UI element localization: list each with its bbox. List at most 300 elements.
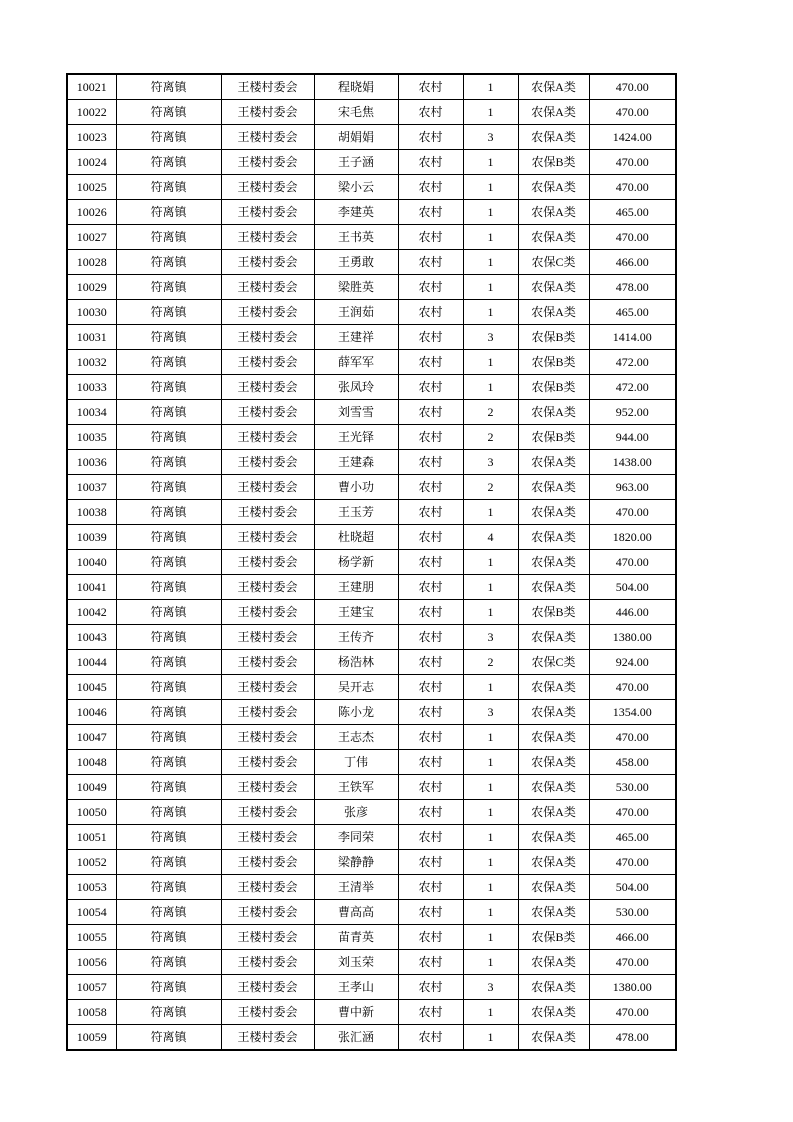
village-committee-cell: 王楼村委会 <box>221 525 314 550</box>
amount-cell: 963.00 <box>589 475 676 500</box>
residence-type-cell: 农村 <box>398 100 463 125</box>
residence-type-cell: 农村 <box>398 850 463 875</box>
village-committee-cell: 王楼村委会 <box>221 175 314 200</box>
person-count-cell: 1 <box>463 750 518 775</box>
insurance-category-cell: 农保A类 <box>518 74 589 100</box>
person-count-cell: 1 <box>463 675 518 700</box>
insurance-category-cell: 农保A类 <box>518 450 589 475</box>
table-row <box>67 725 676 750</box>
amount-cell: 458.00 <box>589 750 676 775</box>
residence-type-cell: 农村 <box>398 700 463 725</box>
amount-cell: 470.00 <box>589 225 676 250</box>
record-id-cell: 10044 <box>67 650 116 675</box>
village-committee-cell: 王楼村委会 <box>221 925 314 950</box>
table-row <box>67 350 676 375</box>
residence-type-cell: 农村 <box>398 875 463 900</box>
person-name-cell: 薛军军 <box>314 350 398 375</box>
residence-type-cell: 农村 <box>398 1000 463 1025</box>
amount-cell: 478.00 <box>589 1025 676 1051</box>
town-cell: 符离镇 <box>116 300 221 325</box>
person-count-cell: 1 <box>463 200 518 225</box>
amount-cell: 924.00 <box>589 650 676 675</box>
person-count-cell: 3 <box>463 700 518 725</box>
record-id-cell: 10035 <box>67 425 116 450</box>
record-id-cell: 10031 <box>67 325 116 350</box>
amount-cell: 466.00 <box>589 925 676 950</box>
person-count-cell: 1 <box>463 225 518 250</box>
residence-type-cell: 农村 <box>398 800 463 825</box>
person-count-cell: 1 <box>463 775 518 800</box>
record-id-cell: 10036 <box>67 450 116 475</box>
record-id-cell: 10054 <box>67 900 116 925</box>
insurance-category-cell: 农保B类 <box>518 350 589 375</box>
residence-type-cell: 农村 <box>398 225 463 250</box>
residence-type-cell: 农村 <box>398 325 463 350</box>
residence-type-cell: 农村 <box>398 950 463 975</box>
village-committee-cell: 王楼村委会 <box>221 500 314 525</box>
person-count-cell: 1 <box>463 550 518 575</box>
record-id-cell: 10028 <box>67 250 116 275</box>
town-cell: 符离镇 <box>116 500 221 525</box>
person-name-cell: 王光铎 <box>314 425 398 450</box>
person-count-cell: 1 <box>463 350 518 375</box>
residence-type-cell: 农村 <box>398 975 463 1000</box>
person-count-cell: 1 <box>463 875 518 900</box>
table-row <box>67 700 676 725</box>
residence-type-cell: 农村 <box>398 650 463 675</box>
table-row <box>67 125 676 150</box>
insurance-category-cell: 农保A类 <box>518 775 589 800</box>
village-committee-cell: 王楼村委会 <box>221 850 314 875</box>
table-row <box>67 975 676 1000</box>
insurance-category-cell: 农保A类 <box>518 975 589 1000</box>
table-row <box>67 225 676 250</box>
person-name-cell: 梁静静 <box>314 850 398 875</box>
village-committee-cell: 王楼村委会 <box>221 900 314 925</box>
person-count-cell: 1 <box>463 1000 518 1025</box>
amount-cell: 470.00 <box>589 74 676 100</box>
insurance-category-cell: 农保A类 <box>518 300 589 325</box>
table-row <box>67 150 676 175</box>
village-committee-cell: 王楼村委会 <box>221 1000 314 1025</box>
person-name-cell: 梁小云 <box>314 175 398 200</box>
village-committee-cell: 王楼村委会 <box>221 300 314 325</box>
village-committee-cell: 王楼村委会 <box>221 150 314 175</box>
insurance-category-cell: 农保A类 <box>518 100 589 125</box>
town-cell: 符离镇 <box>116 850 221 875</box>
record-id-cell: 10022 <box>67 100 116 125</box>
insurance-category-cell: 农保A类 <box>518 725 589 750</box>
town-cell: 符离镇 <box>116 375 221 400</box>
amount-cell: 472.00 <box>589 375 676 400</box>
insurance-category-cell: 农保B类 <box>518 325 589 350</box>
town-cell: 符离镇 <box>116 925 221 950</box>
record-id-cell: 10056 <box>67 950 116 975</box>
person-name-cell: 李建英 <box>314 200 398 225</box>
insurance-category-cell: 农保B类 <box>518 600 589 625</box>
insurance-category-cell: 农保A类 <box>518 1000 589 1025</box>
amount-cell: 504.00 <box>589 875 676 900</box>
person-count-cell: 1 <box>463 900 518 925</box>
table-row <box>67 625 676 650</box>
amount-cell: 470.00 <box>589 150 676 175</box>
amount-cell: 446.00 <box>589 600 676 625</box>
person-count-cell: 1 <box>463 375 518 400</box>
table-row <box>67 100 676 125</box>
record-id-cell: 10058 <box>67 1000 116 1025</box>
person-name-cell: 王志杰 <box>314 725 398 750</box>
amount-cell: 470.00 <box>589 175 676 200</box>
residence-type-cell: 农村 <box>398 250 463 275</box>
insurance-category-cell: 农保B类 <box>518 375 589 400</box>
person-name-cell: 王铁军 <box>314 775 398 800</box>
village-committee-cell: 王楼村委会 <box>221 550 314 575</box>
insurance-category-cell: 农保A类 <box>518 950 589 975</box>
record-id-cell: 10026 <box>67 200 116 225</box>
insurance-category-cell: 农保A类 <box>518 675 589 700</box>
table-row <box>67 175 676 200</box>
record-id-cell: 10049 <box>67 775 116 800</box>
person-name-cell: 曹高高 <box>314 900 398 925</box>
insurance-category-cell: 农保A类 <box>518 125 589 150</box>
table-row <box>67 74 676 100</box>
amount-cell: 470.00 <box>589 675 676 700</box>
town-cell: 符离镇 <box>116 200 221 225</box>
table-row <box>67 550 676 575</box>
table-row <box>67 850 676 875</box>
person-count-cell: 2 <box>463 425 518 450</box>
insurance-category-cell: 农保A类 <box>518 275 589 300</box>
residence-type-cell: 农村 <box>398 1025 463 1051</box>
residence-type-cell: 农村 <box>398 775 463 800</box>
table-row <box>67 775 676 800</box>
insurance-category-cell: 农保A类 <box>518 200 589 225</box>
town-cell: 符离镇 <box>116 525 221 550</box>
table-row <box>67 675 676 700</box>
town-cell: 符离镇 <box>116 100 221 125</box>
person-count-cell: 1 <box>463 925 518 950</box>
insurance-category-cell: 农保A类 <box>518 875 589 900</box>
residence-type-cell: 农村 <box>398 450 463 475</box>
residence-type-cell: 农村 <box>398 400 463 425</box>
residence-type-cell: 农村 <box>398 825 463 850</box>
residence-type-cell: 农村 <box>398 725 463 750</box>
amount-cell: 472.00 <box>589 350 676 375</box>
person-count-cell: 3 <box>463 625 518 650</box>
table-body <box>67 74 676 1050</box>
village-committee-cell: 王楼村委会 <box>221 450 314 475</box>
village-committee-cell: 王楼村委会 <box>221 250 314 275</box>
town-cell: 符离镇 <box>116 625 221 650</box>
village-committee-cell: 王楼村委会 <box>221 575 314 600</box>
person-name-cell: 曹中新 <box>314 1000 398 1025</box>
record-id-cell: 10042 <box>67 600 116 625</box>
village-committee-cell: 王楼村委会 <box>221 750 314 775</box>
amount-cell: 1380.00 <box>589 975 676 1000</box>
table-row <box>67 275 676 300</box>
record-id-cell: 10045 <box>67 675 116 700</box>
person-count-cell: 1 <box>463 950 518 975</box>
person-name-cell: 王勇敢 <box>314 250 398 275</box>
village-committee-cell: 王楼村委会 <box>221 600 314 625</box>
record-id-cell: 10040 <box>67 550 116 575</box>
town-cell: 符离镇 <box>116 74 221 100</box>
village-committee-cell: 王楼村委会 <box>221 650 314 675</box>
town-cell: 符离镇 <box>116 475 221 500</box>
record-id-cell: 10039 <box>67 525 116 550</box>
person-name-cell: 杨学新 <box>314 550 398 575</box>
residence-type-cell: 农村 <box>398 150 463 175</box>
person-count-cell: 1 <box>463 300 518 325</box>
insurance-category-cell: 农保A类 <box>518 175 589 200</box>
insurance-category-cell: 农保A类 <box>518 750 589 775</box>
residence-type-cell: 农村 <box>398 750 463 775</box>
village-committee-cell: 王楼村委会 <box>221 1025 314 1051</box>
person-count-cell: 1 <box>463 74 518 100</box>
village-committee-cell: 王楼村委会 <box>221 475 314 500</box>
insurance-category-cell: 农保A类 <box>518 900 589 925</box>
village-committee-cell: 王楼村委会 <box>221 225 314 250</box>
person-count-cell: 1 <box>463 500 518 525</box>
town-cell: 符离镇 <box>116 900 221 925</box>
person-count-cell: 1 <box>463 275 518 300</box>
insurance-category-cell: 农保C类 <box>518 650 589 675</box>
village-committee-cell: 王楼村委会 <box>221 775 314 800</box>
amount-cell: 530.00 <box>589 900 676 925</box>
town-cell: 符离镇 <box>116 1025 221 1051</box>
record-id-cell: 10032 <box>67 350 116 375</box>
residence-type-cell: 农村 <box>398 300 463 325</box>
residence-type-cell: 农村 <box>398 275 463 300</box>
person-name-cell: 王建祥 <box>314 325 398 350</box>
table-row <box>67 450 676 475</box>
town-cell: 符离镇 <box>116 875 221 900</box>
person-count-cell: 1 <box>463 175 518 200</box>
record-id-cell: 10051 <box>67 825 116 850</box>
residence-type-cell: 农村 <box>398 600 463 625</box>
table-row <box>67 900 676 925</box>
residence-type-cell: 农村 <box>398 525 463 550</box>
record-id-cell: 10043 <box>67 625 116 650</box>
amount-cell: 504.00 <box>589 575 676 600</box>
residence-type-cell: 农村 <box>398 125 463 150</box>
insurance-category-cell: 农保A类 <box>518 700 589 725</box>
person-count-cell: 4 <box>463 525 518 550</box>
table-row <box>67 925 676 950</box>
person-name-cell: 梁胜英 <box>314 275 398 300</box>
person-count-cell: 1 <box>463 850 518 875</box>
record-id-cell: 10050 <box>67 800 116 825</box>
person-name-cell: 张汇涵 <box>314 1025 398 1051</box>
residence-type-cell: 农村 <box>398 475 463 500</box>
record-id-cell: 10027 <box>67 225 116 250</box>
residence-type-cell: 农村 <box>398 350 463 375</box>
person-count-cell: 3 <box>463 975 518 1000</box>
person-name-cell: 王书英 <box>314 225 398 250</box>
insurance-category-cell: 农保A类 <box>518 1025 589 1051</box>
record-id-cell: 10030 <box>67 300 116 325</box>
table-row <box>67 1000 676 1025</box>
town-cell: 符离镇 <box>116 775 221 800</box>
amount-cell: 466.00 <box>589 250 676 275</box>
town-cell: 符离镇 <box>116 600 221 625</box>
town-cell: 符离镇 <box>116 750 221 775</box>
person-name-cell: 杜晓超 <box>314 525 398 550</box>
person-count-cell: 1 <box>463 600 518 625</box>
amount-cell: 470.00 <box>589 850 676 875</box>
table-row <box>67 475 676 500</box>
insurance-category-cell: 农保A类 <box>518 575 589 600</box>
town-cell: 符离镇 <box>116 125 221 150</box>
town-cell: 符离镇 <box>116 700 221 725</box>
person-name-cell: 王清举 <box>314 875 398 900</box>
person-name-cell: 吴开志 <box>314 675 398 700</box>
person-count-cell: 3 <box>463 450 518 475</box>
person-count-cell: 3 <box>463 325 518 350</box>
village-committee-cell: 王楼村委会 <box>221 950 314 975</box>
record-id-cell: 10023 <box>67 125 116 150</box>
person-name-cell: 杨浩林 <box>314 650 398 675</box>
record-id-cell: 10046 <box>67 700 116 725</box>
person-count-cell: 1 <box>463 825 518 850</box>
town-cell: 符离镇 <box>116 225 221 250</box>
person-name-cell: 王建朋 <box>314 575 398 600</box>
table-row <box>67 250 676 275</box>
residence-type-cell: 农村 <box>398 575 463 600</box>
record-id-cell: 10041 <box>67 575 116 600</box>
table-row <box>67 825 676 850</box>
person-name-cell: 王传齐 <box>314 625 398 650</box>
person-name-cell: 刘雪雪 <box>314 400 398 425</box>
amount-cell: 470.00 <box>589 1000 676 1025</box>
table-row <box>67 325 676 350</box>
village-committee-cell: 王楼村委会 <box>221 675 314 700</box>
person-count-cell: 1 <box>463 250 518 275</box>
table-row <box>67 600 676 625</box>
town-cell: 符离镇 <box>116 825 221 850</box>
village-committee-cell: 王楼村委会 <box>221 700 314 725</box>
insurance-category-cell: 农保A类 <box>518 225 589 250</box>
town-cell: 符离镇 <box>116 950 221 975</box>
amount-cell: 1414.00 <box>589 325 676 350</box>
insurance-category-cell: 农保A类 <box>518 525 589 550</box>
residence-type-cell: 农村 <box>398 200 463 225</box>
record-id-cell: 10024 <box>67 150 116 175</box>
person-name-cell: 曹小功 <box>314 475 398 500</box>
amount-cell: 465.00 <box>589 825 676 850</box>
table-row <box>67 200 676 225</box>
person-name-cell: 苗青英 <box>314 925 398 950</box>
village-committee-cell: 王楼村委会 <box>221 100 314 125</box>
record-id-cell: 10053 <box>67 875 116 900</box>
village-committee-cell: 王楼村委会 <box>221 200 314 225</box>
person-name-cell: 程晓娟 <box>314 74 398 100</box>
insurance-category-cell: 农保A类 <box>518 475 589 500</box>
table-row <box>67 800 676 825</box>
person-count-cell: 1 <box>463 575 518 600</box>
person-count-cell: 1 <box>463 150 518 175</box>
insurance-category-cell: 农保A类 <box>518 400 589 425</box>
amount-cell: 470.00 <box>589 100 676 125</box>
record-id-cell: 10037 <box>67 475 116 500</box>
record-id-cell: 10047 <box>67 725 116 750</box>
amount-cell: 470.00 <box>589 550 676 575</box>
town-cell: 符离镇 <box>116 425 221 450</box>
record-id-cell: 10048 <box>67 750 116 775</box>
table-row <box>67 650 676 675</box>
village-committee-cell: 王楼村委会 <box>221 825 314 850</box>
town-cell: 符离镇 <box>116 450 221 475</box>
residence-type-cell: 农村 <box>398 375 463 400</box>
town-cell: 符离镇 <box>116 975 221 1000</box>
residence-type-cell: 农村 <box>398 500 463 525</box>
town-cell: 符离镇 <box>116 650 221 675</box>
village-committee-cell: 王楼村委会 <box>221 325 314 350</box>
village-committee-cell: 王楼村委会 <box>221 400 314 425</box>
amount-cell: 1380.00 <box>589 625 676 650</box>
record-id-cell: 10055 <box>67 925 116 950</box>
residence-type-cell: 农村 <box>398 925 463 950</box>
insurance-category-cell: 农保B类 <box>518 425 589 450</box>
record-id-cell: 10034 <box>67 400 116 425</box>
town-cell: 符离镇 <box>116 150 221 175</box>
town-cell: 符离镇 <box>116 675 221 700</box>
village-committee-cell: 王楼村委会 <box>221 350 314 375</box>
amount-cell: 1438.00 <box>589 450 676 475</box>
person-name-cell: 陈小龙 <box>314 700 398 725</box>
person-name-cell: 宋毛焦 <box>314 100 398 125</box>
village-committee-cell: 王楼村委会 <box>221 275 314 300</box>
person-count-cell: 3 <box>463 125 518 150</box>
person-name-cell: 丁伟 <box>314 750 398 775</box>
village-committee-cell: 王楼村委会 <box>221 375 314 400</box>
town-cell: 符离镇 <box>116 800 221 825</box>
record-id-cell: 10029 <box>67 275 116 300</box>
village-committee-cell: 王楼村委会 <box>221 875 314 900</box>
town-cell: 符离镇 <box>116 325 221 350</box>
record-id-cell: 10057 <box>67 975 116 1000</box>
town-cell: 符离镇 <box>116 250 221 275</box>
amount-cell: 470.00 <box>589 500 676 525</box>
village-committee-cell: 王楼村委会 <box>221 725 314 750</box>
amount-cell: 465.00 <box>589 300 676 325</box>
person-count-cell: 2 <box>463 400 518 425</box>
amount-cell: 470.00 <box>589 950 676 975</box>
person-count-cell: 2 <box>463 650 518 675</box>
record-id-cell: 10059 <box>67 1025 116 1051</box>
person-name-cell: 王建宝 <box>314 600 398 625</box>
amount-cell: 1820.00 <box>589 525 676 550</box>
residence-type-cell: 农村 <box>398 425 463 450</box>
amount-cell: 478.00 <box>589 275 676 300</box>
table-row <box>67 1025 676 1051</box>
village-committee-cell: 王楼村委会 <box>221 74 314 100</box>
insurance-category-cell: 农保A类 <box>518 550 589 575</box>
insurance-category-cell: 农保B类 <box>518 925 589 950</box>
person-count-cell: 1 <box>463 100 518 125</box>
residence-type-cell: 农村 <box>398 900 463 925</box>
insurance-category-cell: 农保A类 <box>518 625 589 650</box>
insurance-category-cell: 农保A类 <box>518 800 589 825</box>
amount-cell: 470.00 <box>589 800 676 825</box>
person-name-cell: 张彦 <box>314 800 398 825</box>
record-id-cell: 10033 <box>67 375 116 400</box>
amount-cell: 1424.00 <box>589 125 676 150</box>
town-cell: 符离镇 <box>116 400 221 425</box>
village-committee-cell: 王楼村委会 <box>221 800 314 825</box>
town-cell: 符离镇 <box>116 550 221 575</box>
insurance-category-cell: 农保A类 <box>518 850 589 875</box>
